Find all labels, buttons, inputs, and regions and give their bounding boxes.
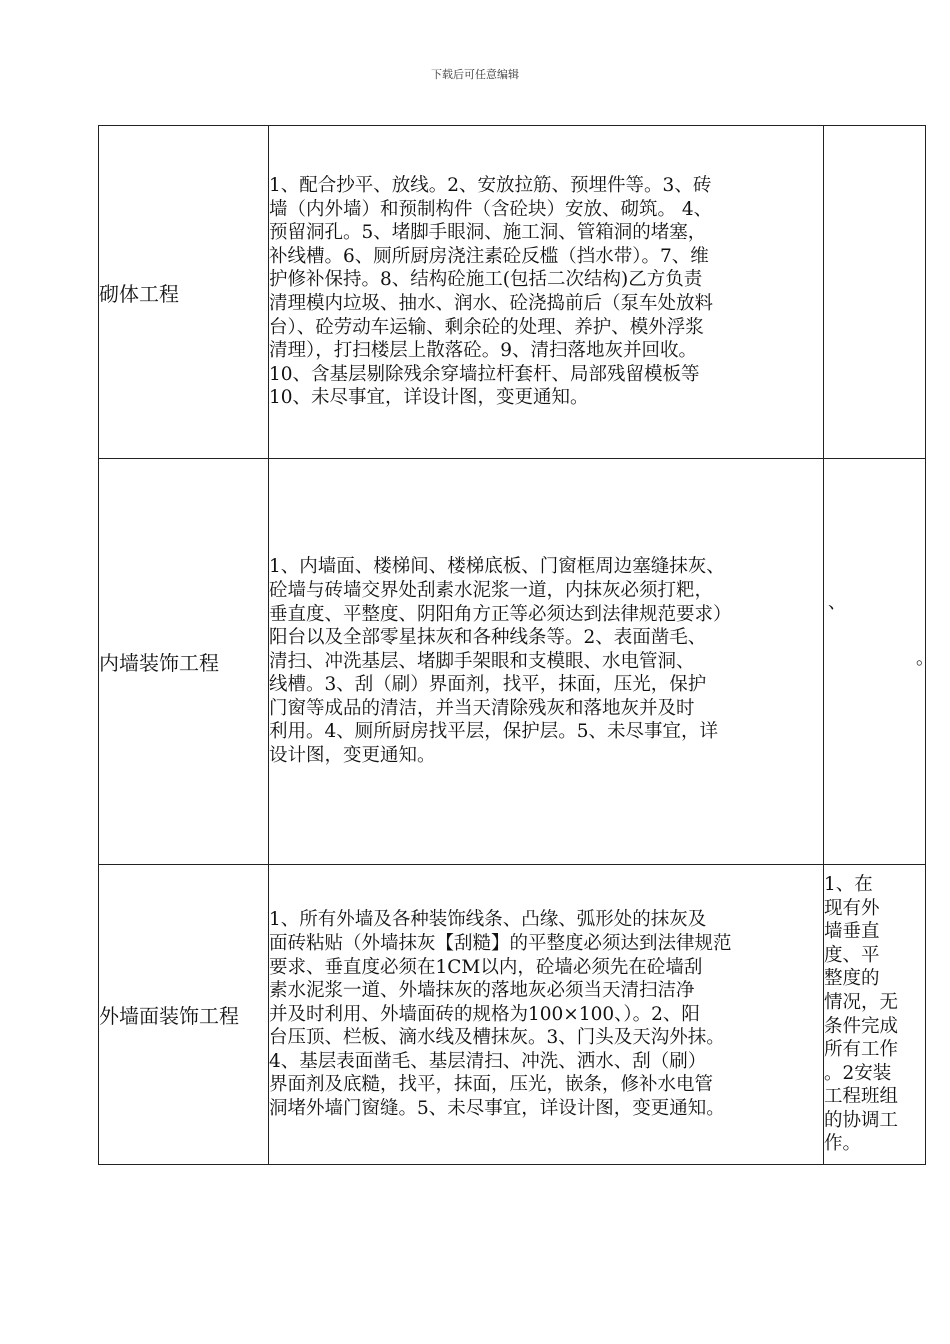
note-cell: [824, 865, 926, 1165]
description-cell: [269, 126, 824, 459]
work-scope-table: [98, 125, 934, 1165]
table-row: [99, 126, 926, 459]
item-name-cell: 砌体工程: [99, 126, 269, 459]
description-cell: [269, 865, 824, 1165]
table-row: [99, 459, 926, 865]
edge-mark: 。: [916, 648, 934, 669]
table-row: [99, 865, 926, 1165]
description-text: 1、所有外墙及各种装饰线条、凸缘、弧形处的抹灰及 面砖粘贴（外墙抹灰【刮糙】的平整度必须达到法律规范 要求、垂直度必须在1CM以内，砼墙必须先在砼墙刮 素水泥浆一道、外墙抹灰的落地灰必须当天清扫洁净 并及时利用、外墙面砖的规格为100×100、）。2、阳 台压顶、栏板、滴水线及槽抹灰。3、门头及天沟外抹。 4、基层表面凿毛、基层清扫、冲洗、洒水、刮（刷） 界面剂及底糙，找平，抹面，压光，嵌条，修补水电管 洞堵外墙门窗缝。5、未尽事宜，详设计图，变更通知。: [269, 909, 732, 1120]
note-cell: [824, 126, 926, 459]
note-text: 1、在 现有外 墙垂直 度、平 整度的 情况，无 条件完成 所有工作 。2安装 工程班组 的协调工 作。: [824, 873, 899, 1155]
item-name-cell: 内墙装饰工程: [99, 459, 269, 865]
description-text: 1、配合抄平、放线。2、安放拉筋、预埋件等。3、砖 墙（内外墙）和预制构件（含砼块）安放、砌筑。 4、 预留洞孔。5、堵脚手眼洞、施工洞、管箱洞的堵塞， 补线槽。6、厕所厨房浇注素砼反槛（挡水带）。7、维 护修补保持。8、结构砼施工(包括二次结构)乙方负责 清理模内垃圾、抽水、润水、砼浇捣前后（泵车处放料 台）、砼劳动车运输、剩余砼的处理、养护、模外浮浆 清理），打扫楼层上散落砼。9、清扫落地灰并回收。 10、含基层剔除残余穿墙拉杆套杆、局部残留模板等 10、未尽事宜，详设计图，变更通知。: [269, 175, 714, 409]
description-text: 1、内墙面、楼梯间、楼梯底板、门窗框周边塞缝抹灰、 砼墙与砖墙交界处刮素水泥浆一道，内抹灰必须打粑， 垂直度、平整度、阴阳角方正等必须达到法律规范要求） 阳台以及全部零星抹灰和各种线条等。2、表面凿毛、 清扫、冲洗基层、堵脚手架眼和支模眼、水电管洞、 线槽。3、刮（刷）界面剂，找平，抹面，压光，保护 门窗等成品的清洁，并当天清除残灰和落地灰并及时 利用。4、厕所厨房找平层，保护层。5、未尽事宜，详 设计图，变更通知。: [269, 556, 732, 767]
overflow-mark: 、: [828, 592, 846, 613]
item-name-cell: 外墙面装饰工程: [99, 865, 269, 1165]
description-cell: [269, 459, 824, 865]
header-note: 下载后可任意编辑: [431, 68, 519, 81]
note-cell: [824, 459, 934, 865]
